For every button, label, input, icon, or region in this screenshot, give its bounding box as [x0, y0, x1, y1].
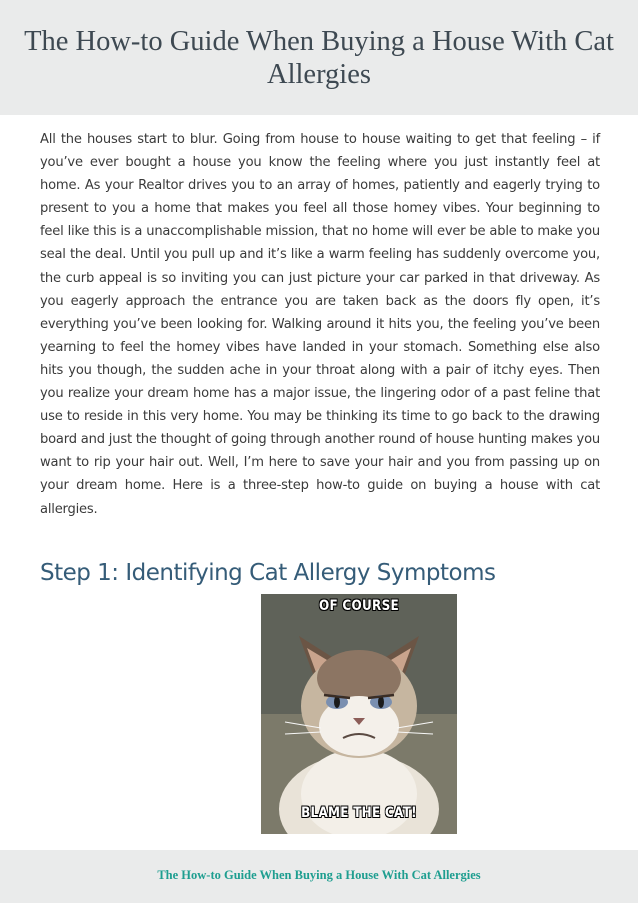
page-header [0, 0, 638, 115]
meme-top-caption: OF COURSE [318, 598, 399, 614]
step-1-heading: Step 1: Identifying Cat Allergy Symptoms [40, 560, 496, 586]
footer-title: The How-to Guide When Buying a House With Cat Allergies [157, 868, 481, 882]
page-title: The How-to Guide When Buying a House With Cat Allergies [24, 25, 614, 90]
intro-paragraph: All the houses start to blur. Going from house to house waiting to get that feeling – if you’ve ever bought a house you know the feeling where you just instantly feel at home. As your Realtor drives you to an array of homes, patiently and eagerly trying to present to you a home that makes you feel all those homey vibes. Your beginning to feel like this is a unaccomplishable mission, that no home will ever be able to make you seal the deal. Until you pull up and it’s like a warm feeling has suddenly overcome you, the curb appeal is so inviting you can just picture your car parked in that driveway. As you eagerly approach the entrance you are taken back as the doors fly open, it’s everything you’ve been looking for. Walking around it hits you, the feeling you’ve been yearning to feel the homey vibes have landed in your stomach. Something else also hits you though, the sudden ache in your throat along with a pair of itchy eyes. Then you realize your dream home has a major issue, the lingering odor of a past feline that use to reside in this very home. You may be thinking its time to go back to the drawing board and just the thought of going through another round of house hunting makes you want to rip your hair out. Well, I’m here to save your hair and you from passing up on your dream home. Here is a three-step how-to guide on buying a house with cat allergies. [40, 132, 600, 517]
grumpy-cat-meme-image [261, 594, 457, 834]
cat-illustration [261, 594, 457, 834]
meme-bottom-caption: BLAME THE CAT! [301, 805, 417, 821]
